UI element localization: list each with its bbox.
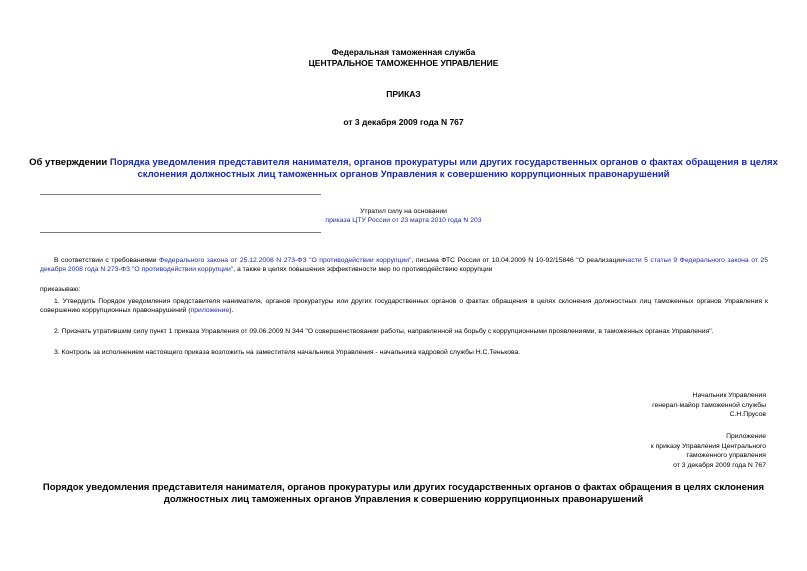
org-name xyxy=(0,47,807,69)
doc-date: от 3 декабря 2009 года N 767 xyxy=(343,117,464,127)
divider-top xyxy=(40,194,321,195)
signature-block xyxy=(652,391,766,420)
appendix-block xyxy=(651,432,766,470)
doc-title-line-2 xyxy=(0,169,807,181)
preamble-text-1: В соответствии с требованиями xyxy=(54,257,160,264)
status-note xyxy=(233,207,574,225)
appendix-title xyxy=(0,482,807,506)
item-2: 2. Признать утратившим силу пункт 1 приказа Управления от 09.06.2009 N 344 "О совершенствовании работы, направленной на борьбу с коррупционными проявлениями, в таможенных органах Управления". xyxy=(54,328,714,335)
preamble xyxy=(40,256,768,274)
item-3: 3. Контроль за исполнением настоящего приказа возложить на заместителя начальника Управления - начальника кадровой службы Н.С.Тенькова. xyxy=(54,349,521,356)
appendix-line-4: от 3 декабря 2009 года N 767 xyxy=(673,461,766,469)
doc-title xyxy=(0,157,807,181)
item-1-end: ). xyxy=(229,307,234,314)
doc-title-link-2[interactable]: склонения должностных лиц таможенных органов Управления к совершению коррупционных правонарушений xyxy=(137,169,670,180)
org-line-1: Федеральная таможенная служба xyxy=(331,47,476,57)
preamble-text-3: , а также в целях повышения эффективности мер по противодействию коррупции xyxy=(233,266,493,273)
order-word: приказываю: xyxy=(40,286,81,293)
signature-line-2: генерал-майор таможенной службы xyxy=(652,401,766,409)
appendix-line-3: таможенного управления xyxy=(686,452,766,459)
doc-title-prefix: Об утверждении xyxy=(29,157,110,168)
divider-bottom xyxy=(40,232,321,233)
doc-title-line-1 xyxy=(0,157,807,169)
signature-line-1: Начальник Управления xyxy=(692,392,766,399)
appendix-title-line-1: Порядок уведомления представителя нанимателя, органов прокуратуры или других государственных органов о фактах обращения в целях склонения xyxy=(42,482,765,493)
item-1-text: 1. Утвердить Порядок уведомления представителя нанимателя, органов прокуратуры или других государственных органов о фактах обращения в целях склонения должностных лиц таможенных органов Управления к совершению коррупционных правонарушений ( xyxy=(40,298,768,314)
item-1 xyxy=(40,297,768,315)
preamble-article-link[interactable]: части 5 статьи 9 Федерального закона от 25 декабря 2008 года N 273-ФЗ "О противодействии коррупции" xyxy=(40,257,768,273)
signature-line-3: С.Н.Прусов xyxy=(729,411,766,418)
doc-title-link-1[interactable]: Порядка уведомления представителя нанимателя, органов прокуратуры или других государственных органов о фактах обращения в целях xyxy=(109,157,778,168)
item-1-appendix-link[interactable]: приложение xyxy=(190,307,230,314)
org-line-2: ЦЕНТРАЛЬНОЕ ТАМОЖЕННОЕ УПРАВЛЕНИЕ xyxy=(308,58,499,68)
doc-type: ПРИКАЗ xyxy=(386,89,421,99)
appendix-line-2: к приказу Управления Центрального xyxy=(650,442,766,450)
appendix-title-line-2: должностных лиц таможенных органов Управления к совершению коррупционных правонарушений xyxy=(163,494,644,505)
status-note-line: Утратил силу на основании xyxy=(360,208,447,215)
appendix-line-1: Приложение xyxy=(726,433,766,440)
preamble-law-link[interactable]: Федерального закона от 25.12.2008 N 273-ФЗ "О противодействии коррупции" xyxy=(159,257,412,264)
status-note-link[interactable]: приказа ЦТУ России от 23 марта 2010 года N 203 xyxy=(325,217,482,224)
preamble-text-2: , письма ФТС России от 10.04.2009 N 10-92/15846 "О реализации xyxy=(411,257,624,264)
